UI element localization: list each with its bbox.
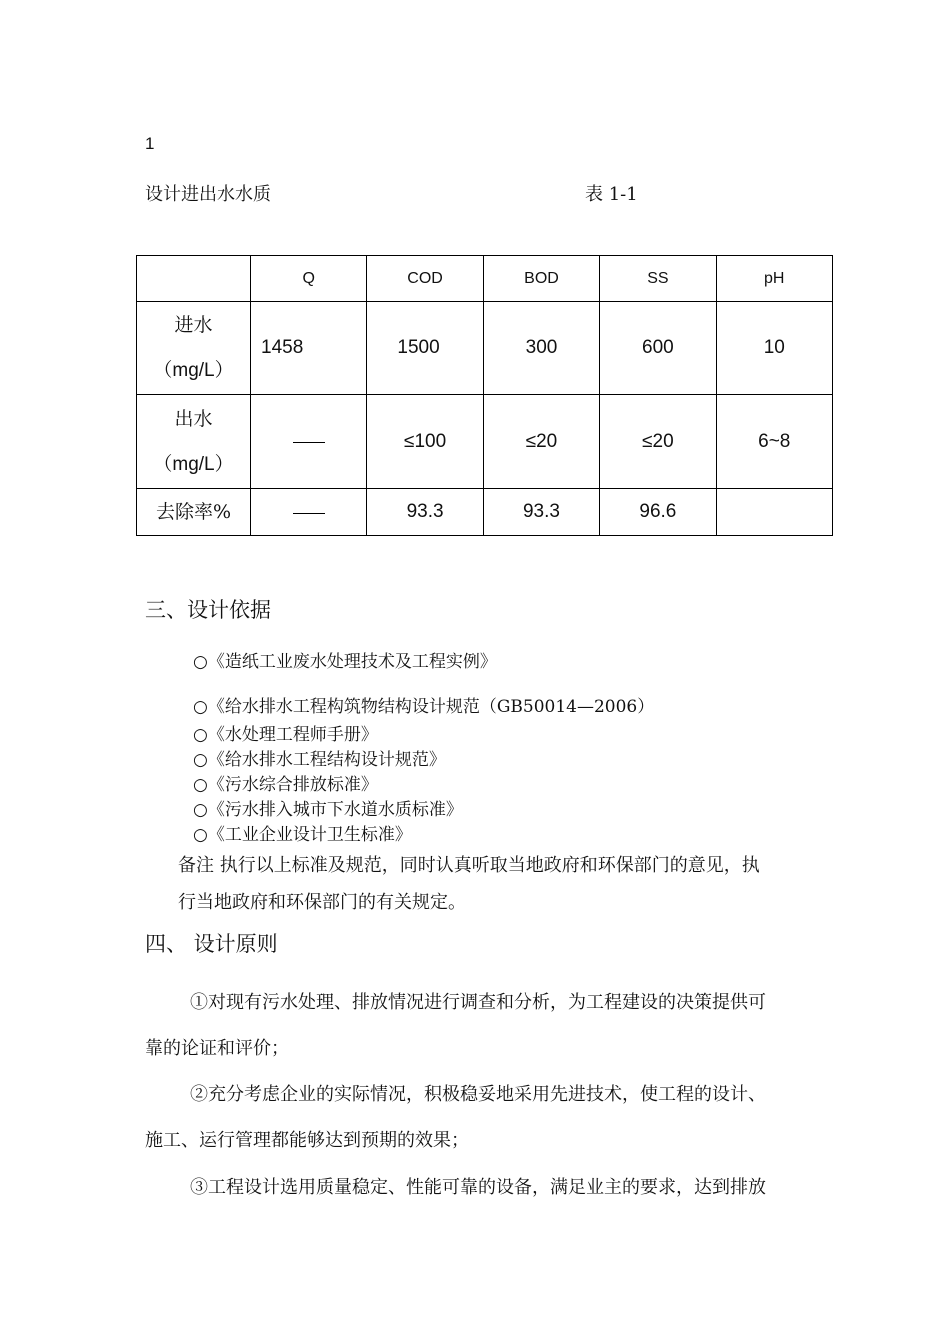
- table-header-cell: pH: [716, 256, 832, 302]
- dash-mark: [293, 442, 325, 443]
- reference-item: ○《造纸工业废水处理技术及工程实例》: [193, 652, 497, 672]
- table-cell: [716, 489, 832, 536]
- table-cell: 600: [600, 302, 716, 395]
- table-row: [137, 489, 833, 536]
- reference-item: ○《工业企业设计卫生标准》: [193, 825, 412, 845]
- table-label: 表 1-1: [585, 184, 638, 205]
- table-cell: 96.6: [600, 489, 716, 536]
- dash-mark: [293, 513, 325, 514]
- table-header-cell: BOD: [483, 256, 599, 302]
- note-text: 行当地政府和环保部门的有关规定。: [178, 892, 466, 913]
- row-label: 去除率%: [137, 489, 251, 536]
- table-caption: 设计进出水水质: [145, 184, 271, 205]
- paragraph-line: ①对现有污水处理、排放情况进行调查和分析，为工程建设的决策提供可: [190, 992, 766, 1013]
- paragraph-line: 施工、运行管理都能够达到预期的效果；: [145, 1130, 469, 1151]
- paragraph-line: ②充分考虑企业的实际情况，积极稳妥地采用先进技术，使工程的设计、: [190, 1084, 766, 1105]
- table-header-row: [137, 256, 833, 302]
- table-cell-empty: [251, 395, 367, 489]
- table-header-cell: COD: [367, 256, 483, 302]
- row-label-unit: （mg/L）: [153, 360, 234, 381]
- table-cell: 1500: [367, 302, 483, 395]
- table-cell: 1458: [251, 302, 367, 395]
- water-quality-table: [136, 255, 833, 536]
- row-label: [137, 302, 251, 395]
- row-label-name: 出水: [174, 407, 213, 430]
- row-label: [137, 395, 251, 489]
- paragraph-line: 靠的论证和评价；: [145, 1038, 289, 1059]
- paragraph-line: ③工程设计选用质量稳定、性能可靠的设备，满足业主的要求，达到排放: [190, 1177, 766, 1198]
- table-cell-empty: [251, 489, 367, 536]
- reference-item: ○《给水排水工程结构设计规范》: [193, 750, 446, 770]
- table-cell: ≤20: [483, 395, 599, 489]
- table-cell: ≤20: [600, 395, 716, 489]
- table-cell: 93.3: [483, 489, 599, 536]
- table-row: [137, 302, 833, 395]
- reference-item: ○《给水排水工程构筑物结构设计规范（GB50014—2006）: [193, 697, 655, 717]
- table-cell: 93.3: [367, 489, 483, 536]
- table-header-cell: Q: [251, 256, 367, 302]
- reference-item: ○《水处理工程师手册》: [193, 725, 378, 745]
- reference-item: ○《污水排入城市下水道水质标准》: [193, 800, 463, 820]
- section-heading: 三、设计依据: [145, 598, 271, 622]
- table-cell: 300: [483, 302, 599, 395]
- table-header-cell: SS: [600, 256, 716, 302]
- table-header-cell: [137, 256, 251, 302]
- page-number: 1: [145, 134, 155, 153]
- table-cell: ≤100: [367, 395, 483, 489]
- reference-item: ○《污水综合排放标准》: [193, 775, 378, 795]
- row-label-unit: （mg/L）: [153, 453, 234, 475]
- section-heading: 四、 设计原则: [145, 932, 278, 956]
- table-cell: 10: [716, 302, 832, 395]
- table-row: [137, 395, 833, 489]
- table-cell: 6~8: [716, 395, 832, 489]
- row-label-name: 进水: [174, 314, 213, 336]
- note-text: 备注 执行以上标准及规范，同时认真听取当地政府和环保部门的意见，执: [178, 855, 760, 876]
